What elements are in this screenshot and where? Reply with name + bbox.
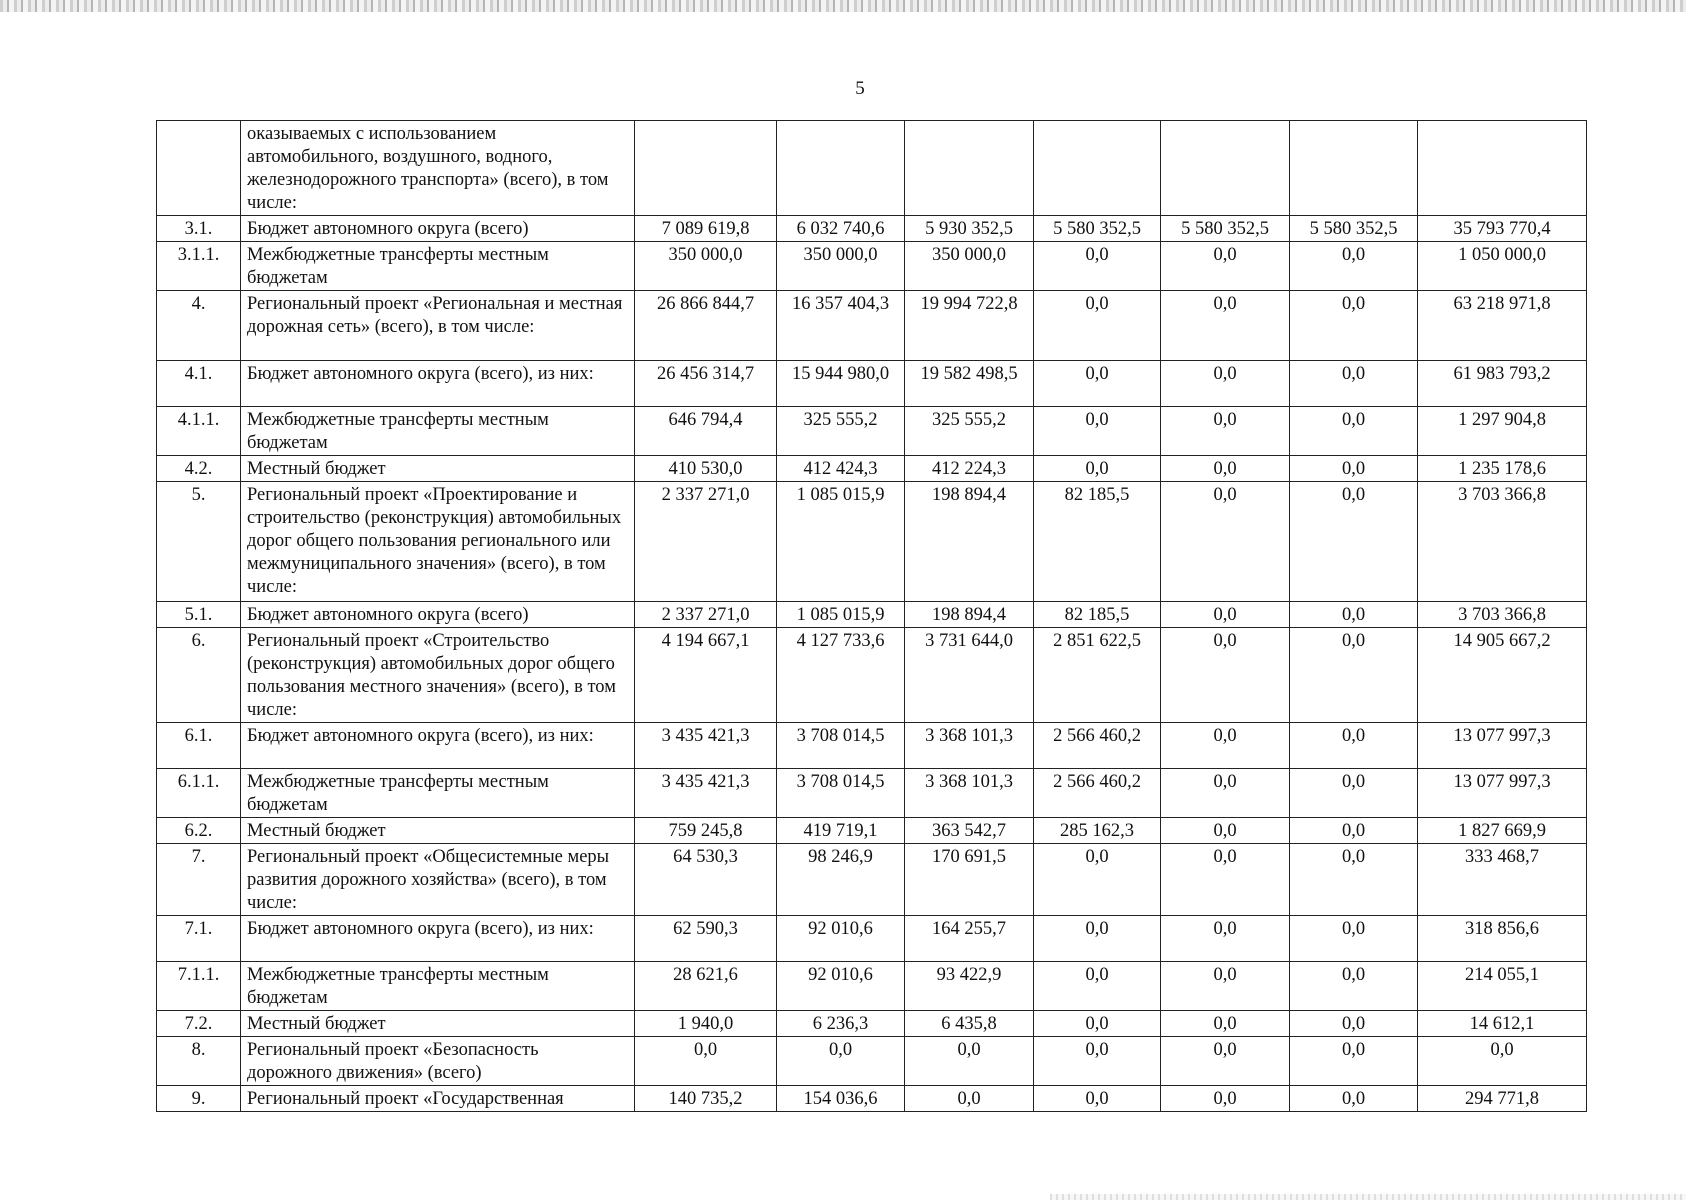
year-value-cell: 3 435 421,3 — [635, 723, 777, 769]
year-value-cell: 140 735,2 — [635, 1086, 777, 1112]
year-value-cell: 0,0 — [1034, 242, 1161, 291]
year-value-cell: 15 944 980,0 — [777, 361, 905, 407]
year-value-cell: 0,0 — [1290, 1086, 1418, 1112]
year-value-cell: 64 530,3 — [635, 844, 777, 916]
year-value-cell: 5 580 352,5 — [1161, 216, 1290, 242]
year-value-cell: 4 194 667,1 — [635, 628, 777, 723]
total-value-cell: 35 793 770,4 — [1418, 216, 1587, 242]
row-number: 3.1. — [157, 216, 241, 242]
year-value-cell: 0,0 — [1161, 407, 1290, 456]
table-row — [157, 456, 1587, 482]
year-value-cell: 7 089 619,8 — [635, 216, 777, 242]
year-value-cell: 0,0 — [1161, 962, 1290, 1011]
year-value-cell: 0,0 — [1161, 769, 1290, 818]
row-name: Региональный проект «Строительство (реконструкция) автомобильных дорог общего пользования местного значения» (всего), в том числе: — [241, 628, 635, 723]
row-number: 5.1. — [157, 602, 241, 628]
year-value-cell: 4 127 733,6 — [777, 628, 905, 723]
page-number: 5 — [855, 78, 865, 99]
total-value-cell — [1418, 121, 1587, 216]
year-value-cell: 1 940,0 — [635, 1011, 777, 1037]
row-number: 4.2. — [157, 456, 241, 482]
year-value-cell: 2 337 271,0 — [635, 602, 777, 628]
year-value-cell: 5 580 352,5 — [1290, 216, 1418, 242]
total-value-cell: 333 468,7 — [1418, 844, 1587, 916]
table-row — [157, 361, 1587, 407]
row-number: 7.2. — [157, 1011, 241, 1037]
year-value-cell: 98 246,9 — [777, 844, 905, 916]
year-value-cell: 0,0 — [1034, 291, 1161, 361]
year-value-cell: 0,0 — [905, 1037, 1034, 1086]
year-value-cell: 3 435 421,3 — [635, 769, 777, 818]
total-value-cell: 61 983 793,2 — [1418, 361, 1587, 407]
row-name: Бюджет автономного округа (всего), из них: — [241, 723, 635, 769]
year-value-cell: 0,0 — [1161, 456, 1290, 482]
year-value-cell: 0,0 — [1290, 818, 1418, 844]
budget-table — [156, 120, 1587, 1112]
row-name: Региональный проект «Безопасность дорожного движения» (всего) — [241, 1037, 635, 1086]
row-number: 7.1. — [157, 916, 241, 962]
year-value-cell — [905, 121, 1034, 216]
year-value-cell: 6 435,8 — [905, 1011, 1034, 1037]
row-number: 6.1. — [157, 723, 241, 769]
table-row — [157, 242, 1587, 291]
table-row — [157, 602, 1587, 628]
year-value-cell: 0,0 — [1034, 1011, 1161, 1037]
year-value-cell: 350 000,0 — [777, 242, 905, 291]
total-value-cell: 14 905 667,2 — [1418, 628, 1587, 723]
row-name: Местный бюджет — [241, 456, 635, 482]
year-value-cell: 2 566 460,2 — [1034, 723, 1161, 769]
table-row — [157, 407, 1587, 456]
year-value-cell: 759 245,8 — [635, 818, 777, 844]
year-value-cell: 0,0 — [1161, 916, 1290, 962]
row-name: Межбюджетные трансферты местным бюджетам — [241, 962, 635, 1011]
table-body — [157, 121, 1587, 1112]
year-value-cell: 2 566 460,2 — [1034, 769, 1161, 818]
year-value-cell — [1034, 121, 1161, 216]
row-name: Региональный проект «Государственная — [241, 1086, 635, 1112]
table-row — [157, 1086, 1587, 1112]
year-value-cell: 26 456 314,7 — [635, 361, 777, 407]
year-value-cell: 2 337 271,0 — [635, 482, 777, 602]
year-value-cell: 5 930 352,5 — [905, 216, 1034, 242]
table-row — [157, 482, 1587, 602]
year-value-cell — [635, 121, 777, 216]
year-value-cell: 0,0 — [1161, 723, 1290, 769]
year-value-cell: 170 691,5 — [905, 844, 1034, 916]
year-value-cell: 82 185,5 — [1034, 602, 1161, 628]
total-value-cell: 214 055,1 — [1418, 962, 1587, 1011]
year-value-cell: 0,0 — [635, 1037, 777, 1086]
year-value-cell: 419 719,1 — [777, 818, 905, 844]
row-number — [157, 121, 241, 216]
year-value-cell: 82 185,5 — [1034, 482, 1161, 602]
scan-top-edge — [0, 0, 1686, 12]
year-value-cell: 0,0 — [1290, 456, 1418, 482]
year-value-cell: 0,0 — [1161, 628, 1290, 723]
year-value-cell — [1290, 121, 1418, 216]
row-number: 9. — [157, 1086, 241, 1112]
row-number: 4.1. — [157, 361, 241, 407]
year-value-cell: 62 590,3 — [635, 916, 777, 962]
total-value-cell: 3 703 366,8 — [1418, 482, 1587, 602]
row-name: Межбюджетные трансферты местным бюджетам — [241, 242, 635, 291]
total-value-cell: 3 703 366,8 — [1418, 602, 1587, 628]
year-value-cell: 325 555,2 — [905, 407, 1034, 456]
year-value-cell: 350 000,0 — [635, 242, 777, 291]
table-row — [157, 628, 1587, 723]
row-number: 3.1.1. — [157, 242, 241, 291]
total-value-cell: 13 077 997,3 — [1418, 769, 1587, 818]
year-value-cell: 0,0 — [1290, 769, 1418, 818]
year-value-cell: 28 621,6 — [635, 962, 777, 1011]
year-value-cell: 0,0 — [1290, 1011, 1418, 1037]
row-name: Бюджет автономного округа (всего), из них: — [241, 916, 635, 962]
year-value-cell: 0,0 — [1290, 1037, 1418, 1086]
year-value-cell: 6 032 740,6 — [777, 216, 905, 242]
year-value-cell: 1 085 015,9 — [777, 602, 905, 628]
total-value-cell: 14 612,1 — [1418, 1011, 1587, 1037]
row-number: 4.1.1. — [157, 407, 241, 456]
year-value-cell: 0,0 — [1290, 844, 1418, 916]
row-name: Бюджет автономного округа (всего) — [241, 216, 635, 242]
row-name: Межбюджетные трансферты местным бюджетам — [241, 769, 635, 818]
total-value-cell: 1 050 000,0 — [1418, 242, 1587, 291]
year-value-cell: 0,0 — [1290, 723, 1418, 769]
year-value-cell: 0,0 — [1290, 291, 1418, 361]
year-value-cell: 0,0 — [1161, 242, 1290, 291]
table-row — [157, 962, 1587, 1011]
total-value-cell: 318 856,6 — [1418, 916, 1587, 962]
year-value-cell: 26 866 844,7 — [635, 291, 777, 361]
row-name: Региональный проект «Проектирование и строительство (реконструкция) автомобильных дорог общего пользования регионального или межмуниципального значения» (всего), в том числе: — [241, 482, 635, 602]
total-value-cell: 1 827 669,9 — [1418, 818, 1587, 844]
row-name: Региональный проект «Общесистемные меры развития дорожного хозяйства» (всего), в том числе: — [241, 844, 635, 916]
year-value-cell: 0,0 — [1161, 818, 1290, 844]
year-value-cell: 164 255,7 — [905, 916, 1034, 962]
scan-bottom-edge — [1050, 1194, 1686, 1200]
year-value-cell: 0,0 — [1290, 916, 1418, 962]
total-value-cell: 1 297 904,8 — [1418, 407, 1587, 456]
year-value-cell: 350 000,0 — [905, 242, 1034, 291]
year-value-cell: 19 994 722,8 — [905, 291, 1034, 361]
year-value-cell: 6 236,3 — [777, 1011, 905, 1037]
year-value-cell: 646 794,4 — [635, 407, 777, 456]
year-value-cell: 0,0 — [1034, 361, 1161, 407]
row-number: 7.1.1. — [157, 962, 241, 1011]
table-row — [157, 1037, 1587, 1086]
year-value-cell: 198 894,4 — [905, 482, 1034, 602]
year-value-cell: 198 894,4 — [905, 602, 1034, 628]
year-value-cell: 0,0 — [905, 1086, 1034, 1112]
year-value-cell: 0,0 — [1034, 1086, 1161, 1112]
year-value-cell: 0,0 — [1034, 844, 1161, 916]
year-value-cell: 3 368 101,3 — [905, 769, 1034, 818]
table-row — [157, 844, 1587, 916]
row-name: Региональный проект «Региональная и местная дорожная сеть» (всего), в том числе: — [241, 291, 635, 361]
table-row — [157, 769, 1587, 818]
year-value-cell: 363 542,7 — [905, 818, 1034, 844]
year-value-cell: 5 580 352,5 — [1034, 216, 1161, 242]
year-value-cell: 412 424,3 — [777, 456, 905, 482]
row-number: 7. — [157, 844, 241, 916]
year-value-cell: 0,0 — [1161, 602, 1290, 628]
year-value-cell: 0,0 — [1290, 962, 1418, 1011]
year-value-cell: 0,0 — [1290, 242, 1418, 291]
year-value-cell: 92 010,6 — [777, 916, 905, 962]
year-value-cell: 0,0 — [1290, 482, 1418, 602]
row-number: 6. — [157, 628, 241, 723]
table-row — [157, 291, 1587, 361]
year-value-cell: 0,0 — [1161, 1086, 1290, 1112]
table-row — [157, 916, 1587, 962]
year-value-cell: 0,0 — [1290, 361, 1418, 407]
year-value-cell: 325 555,2 — [777, 407, 905, 456]
total-value-cell: 1 235 178,6 — [1418, 456, 1587, 482]
row-number: 5. — [157, 482, 241, 602]
year-value-cell: 0,0 — [1161, 1037, 1290, 1086]
year-value-cell: 0,0 — [1161, 361, 1290, 407]
row-number: 6.2. — [157, 818, 241, 844]
total-value-cell: 13 077 997,3 — [1418, 723, 1587, 769]
year-value-cell: 154 036,6 — [777, 1086, 905, 1112]
year-value-cell: 19 582 498,5 — [905, 361, 1034, 407]
year-value-cell: 0,0 — [1290, 628, 1418, 723]
year-value-cell: 0,0 — [1034, 1037, 1161, 1086]
table-row — [157, 121, 1587, 216]
row-name: оказываемых с использованием автомобильного, воздушного, водного, железнодорожного транспорта» (всего), в том числе: — [241, 121, 635, 216]
year-value-cell: 0,0 — [1161, 844, 1290, 916]
table-row — [157, 216, 1587, 242]
row-number: 6.1.1. — [157, 769, 241, 818]
row-number: 4. — [157, 291, 241, 361]
year-value-cell: 0,0 — [1034, 916, 1161, 962]
year-value-cell: 92 010,6 — [777, 962, 905, 1011]
year-value-cell: 0,0 — [1034, 962, 1161, 1011]
year-value-cell: 0,0 — [1161, 482, 1290, 602]
year-value-cell: 285 162,3 — [1034, 818, 1161, 844]
total-value-cell: 0,0 — [1418, 1037, 1587, 1086]
year-value-cell: 412 224,3 — [905, 456, 1034, 482]
year-value-cell: 0,0 — [1161, 291, 1290, 361]
total-value-cell: 294 771,8 — [1418, 1086, 1587, 1112]
year-value-cell: 1 085 015,9 — [777, 482, 905, 602]
year-value-cell: 0,0 — [1034, 456, 1161, 482]
year-value-cell: 0,0 — [1290, 602, 1418, 628]
row-name: Межбюджетные трансферты местным бюджетам — [241, 407, 635, 456]
row-name: Местный бюджет — [241, 1011, 635, 1037]
table-row — [157, 723, 1587, 769]
year-value-cell — [1161, 121, 1290, 216]
year-value-cell: 0,0 — [1290, 407, 1418, 456]
table-row — [157, 818, 1587, 844]
table-row — [157, 1011, 1587, 1037]
year-value-cell: 3 708 014,5 — [777, 723, 905, 769]
row-name: Бюджет автономного округа (всего), из них: — [241, 361, 635, 407]
row-number: 8. — [157, 1037, 241, 1086]
year-value-cell: 3 731 644,0 — [905, 628, 1034, 723]
year-value-cell: 3 708 014,5 — [777, 769, 905, 818]
row-name: Местный бюджет — [241, 818, 635, 844]
year-value-cell: 93 422,9 — [905, 962, 1034, 1011]
year-value-cell — [777, 121, 905, 216]
year-value-cell: 2 851 622,5 — [1034, 628, 1161, 723]
year-value-cell: 0,0 — [1161, 1011, 1290, 1037]
total-value-cell: 63 218 971,8 — [1418, 291, 1587, 361]
year-value-cell: 3 368 101,3 — [905, 723, 1034, 769]
year-value-cell: 16 357 404,3 — [777, 291, 905, 361]
year-value-cell: 0,0 — [1034, 407, 1161, 456]
year-value-cell: 410 530,0 — [635, 456, 777, 482]
year-value-cell: 0,0 — [777, 1037, 905, 1086]
row-name: Бюджет автономного округа (всего) — [241, 602, 635, 628]
